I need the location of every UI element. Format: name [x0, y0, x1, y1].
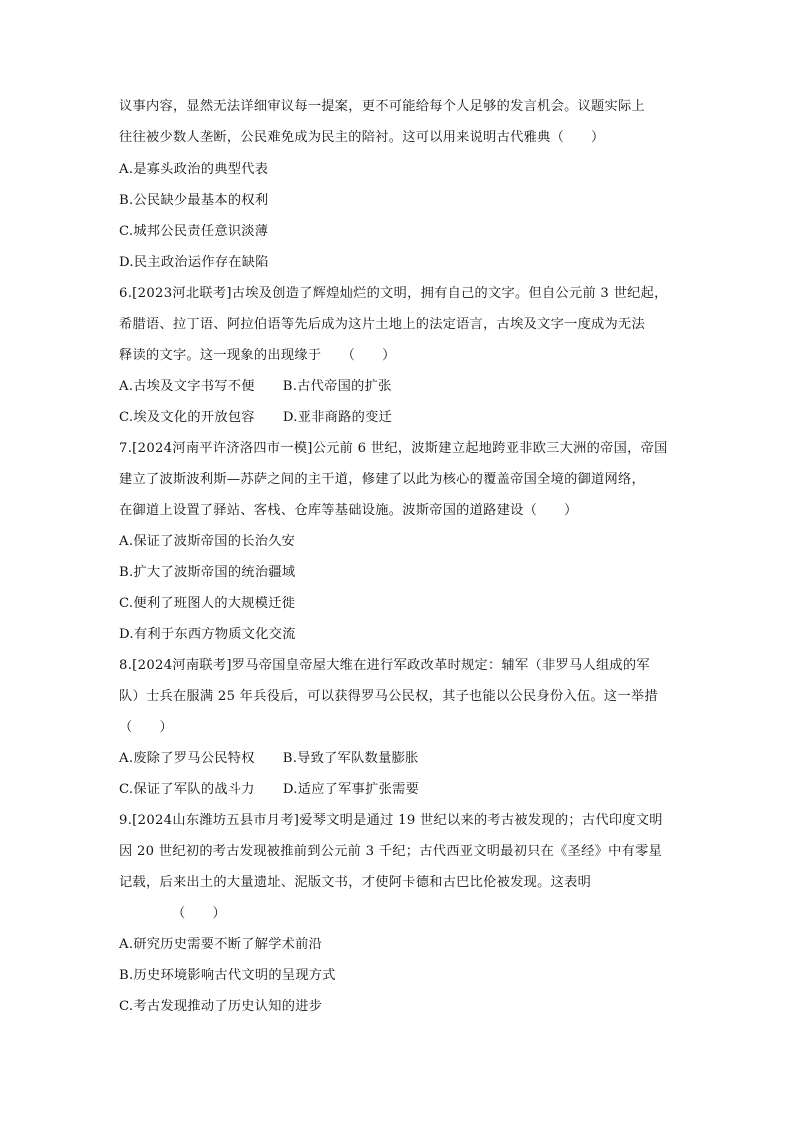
q5-option-c[interactable]: C.城邦公民责任意识淡薄 — [119, 224, 269, 239]
q8-stem-line-1: 8.[2024河南联考]罗马帝国皇帝屋大维在进行军政改革时规定：辅军（非罗马人组成的军 — [119, 658, 650, 673]
q8-option-a[interactable]: A.废除了罗马公民特权 — [119, 751, 255, 766]
q9-option-b[interactable]: B.历史环境影响古代文明的呈现方式 — [119, 968, 336, 983]
q6-option-c[interactable]: C.埃及文化的开放包容 — [119, 410, 255, 425]
q5-stem-line-2: 往往被少数人垄断，公民难免成为民主的陪衬。这可以用来说明古代雅典（ ） — [119, 130, 605, 145]
q8-option-d[interactable]: D.适应了军事扩张需要 — [282, 782, 420, 797]
q7-option-b[interactable]: B.扩大了波斯帝国的统治疆域 — [119, 565, 296, 580]
q9-option-c[interactable]: C.考古发现推动了历史认知的进步 — [119, 999, 323, 1014]
q6-stem-line-1: 6.[2023河北联考]古埃及创造了辉煌灿烂的文明，拥有自己的文字。但自公元前 3 世纪起， — [119, 286, 668, 301]
q9-stem-line-3: 记载，后来出土的大量遗址、泥版文书，才使阿卡德和古巴比伦被发现。这表明 — [119, 875, 592, 890]
q8-stem-line-2: 队）士兵在服满 25 年兵役后，可以获得罗马公民权，其子也能以公民身份入伍。这一举措 — [119, 689, 658, 704]
q6-option-a[interactable]: A.古埃及文字书写不便 — [119, 379, 255, 394]
q5-option-a[interactable]: A.是寡头政治的典型代表 — [119, 162, 269, 177]
q9-stem-line-2: 因 20 世纪初的考古发现被推前到公元前 3 千纪；古代西亚文明最初只在《圣经》中有零星 — [119, 844, 663, 859]
q8-option-b[interactable]: B.导致了军队数量膨胀 — [282, 751, 419, 766]
q5-stem-line-1: 议事内容，显然无法详细审议每一提案，更不可能给每个人足够的发言机会。议题实际上 — [119, 99, 646, 114]
q6-options-row-2 — [119, 409, 689, 427]
q7-stem-line-1: 7.[2024河南平许济洛四市一模]公元前 6 世纪，波斯建立起地跨亚非欧三大洲的帝国，帝国 — [119, 441, 668, 456]
q5-option-b[interactable]: B.公民缺少最基本的权利 — [119, 193, 269, 208]
q6-options-row-1 — [119, 378, 689, 396]
q8-stem-line-3: （ ） — [119, 720, 173, 735]
q7-option-d[interactable]: D.有利于东西方物质文化交流 — [119, 627, 296, 642]
q7-stem-line-2: 建立了波斯波利斯—苏萨之间的主干道，修建了以此为核心的覆盖帝国全境的御道网络， — [119, 472, 646, 487]
q6-stem-line-3: 释读的文字。这一现象的出现缘于 （ ） — [119, 348, 396, 363]
q6-option-d[interactable]: D.亚非商路的变迁 — [282, 410, 393, 425]
q8-option-c[interactable]: C.保证了军队的战斗力 — [119, 782, 255, 797]
q7-stem-line-3: 在御道上设置了驿站、客栈、仓库等基础设施。波斯帝国的道路建设（ ） — [119, 503, 578, 518]
q8-options-row-1 — [119, 750, 689, 768]
q6-option-b[interactable]: B.古代帝国的扩张 — [282, 379, 392, 394]
q9-stem-line-1: 9.[2024山东潍坊五县市月考]爱琴文明是通过 19 世纪以来的考古被发现的；古代印度文明 — [119, 813, 663, 828]
q5-option-d[interactable]: D.民主政治运作存在缺陷 — [119, 255, 269, 270]
q7-option-a[interactable]: A.保证了波斯帝国的长治久安 — [119, 534, 296, 549]
q7-option-c[interactable]: C.便利了班图人的大规模迁徙 — [119, 596, 296, 611]
q9-option-a[interactable]: A.研究历史需要不断了解学术前沿 — [119, 937, 323, 952]
q8-options-row-2 — [119, 781, 689, 799]
q9-stem-line-4: （ ） — [172, 906, 226, 921]
q6-stem-line-2: 希腊语、拉丁语、阿拉伯语等先后成为这片土地上的法定语言，古埃及文字一度成为无法 — [119, 317, 646, 332]
